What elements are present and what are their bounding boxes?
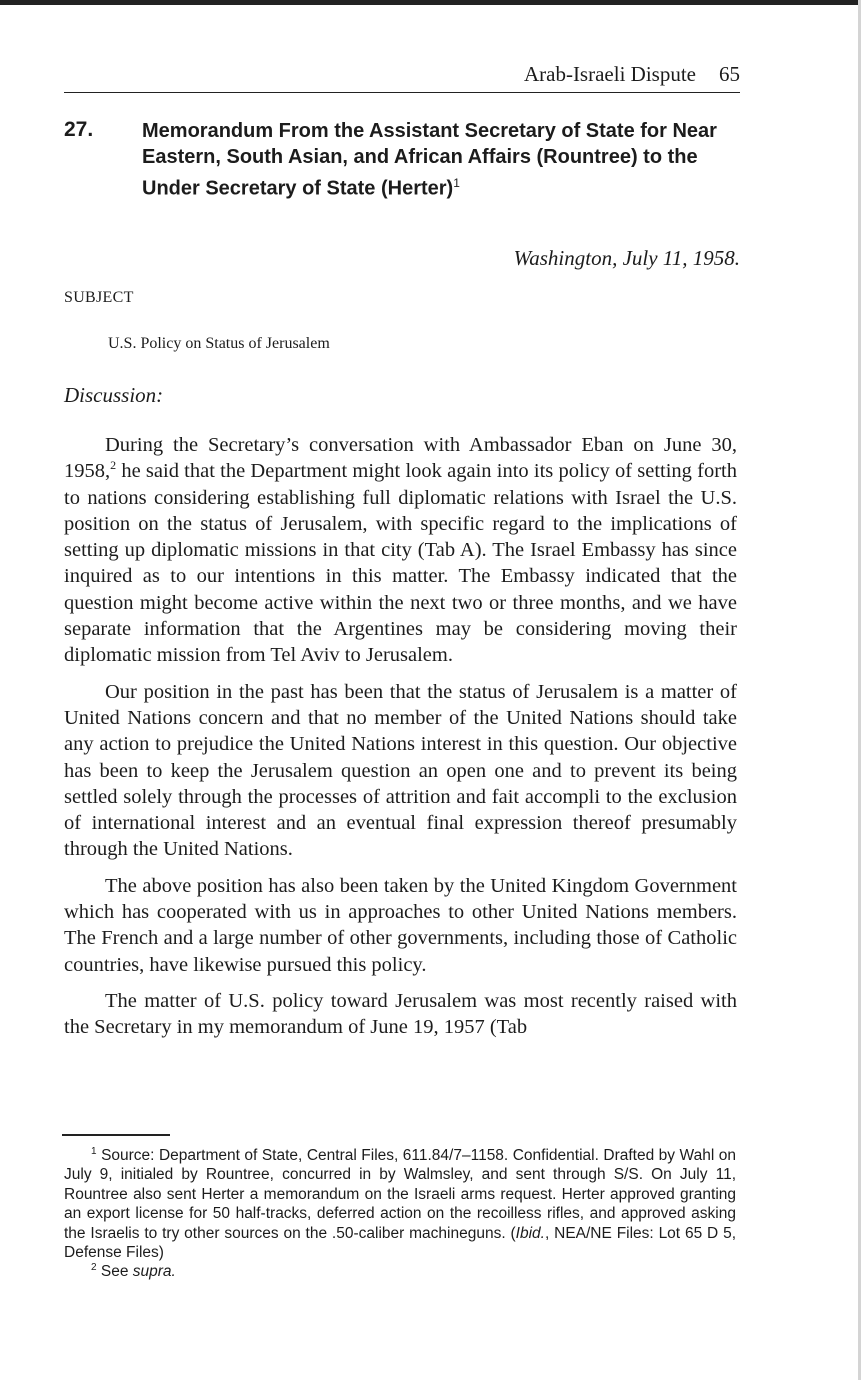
footnote-text: Source: Department of State, Central Files, 611.84/7–1158. Confidential. Drafted by Wahl on July 9, initialed by Rountree, concurred in by Walmsley, and sent through S/S. On July 11, Rountree also sent Herter a memorandum on the Israeli arms request. Herter approved granting an export license for 50 half-tracks, deferred action on the recoilless rifles, and approved asking the Israelis to try other sources on the .50-caliber machineguns. ( — [64, 1147, 737, 1242]
body-paragraph — [64, 432, 737, 669]
footnote-divider — [62, 1134, 170, 1136]
running-head-title: Arab-Israeli Dispute — [523, 62, 696, 86]
footnotes — [64, 1146, 736, 1282]
running-header — [64, 62, 740, 93]
footnote-marker: 2 — [110, 458, 117, 473]
body-paragraph: The above position has also been taken by the United Kingdom Government which has cooperated with us in approaches to other United Nations members. The French and a large number of other governments, including those of Catholic countries, have likewise pursued this policy. — [64, 874, 737, 976]
footnote-text: See — [100, 1263, 133, 1281]
discussion-heading: Discussion: — [64, 383, 164, 407]
paragraph-text: During the Secretary’s conversation with Ambassador Eban on June 30, 1958, — [64, 434, 737, 483]
body-paragraph: Our position in the past has been that the status of Jerusalem is a matter of United Nations concern and that no member of the United Nations should take any action to prejudice the United Nations interest in this question. Our objective has been to keep the Jerusalem question an open one and to prevent its being settled solely through the processes of attrition and fait accompli to the exclusion of international interest and an eventual final expression thereof presumably through the United Nations. — [64, 680, 737, 861]
subject-label: SUBJECT — [64, 289, 134, 306]
document-title — [142, 118, 742, 202]
dateline: Washington, July 11, 1958. — [513, 246, 740, 270]
footnote-italic: supra. — [132, 1263, 176, 1281]
footnote-marker: 2 — [91, 1262, 97, 1274]
footnote-text: , NEA/NE Files: Lot 65 D 5, Defense Files) — [64, 1224, 737, 1262]
memo-body — [64, 432, 737, 1051]
footnote-italic: Ibid. — [515, 1224, 545, 1242]
footnote-1 — [64, 1146, 736, 1262]
page-top-edge — [0, 0, 861, 5]
title-footnote-marker: 1 — [453, 176, 460, 190]
footnote-2 — [64, 1262, 736, 1281]
paragraph-text: he said that the Department might look again into its policy of setting forth to nations considering establishing full diplomatic relations with Israel the U.S. position on the status of Jerusalem, with specific regard to the implications of setting up diplomatic missions in that city (Tab A). The Israel Embassy has since inquired as to our intentions in this matter. The Embassy indicated that the question might become active within the next two or three months, and we have separate information that the Argentines may be considering moving their diplomatic mission from Tel Aviv to Jerusalem. — [64, 460, 737, 667]
subject-text: U.S. Policy on Status of Jerusalem — [108, 335, 330, 352]
document-title-text: Memorandum From the Assistant Secretary of State for Near Eastern, South Asian, and African Affairs (Rountree) to the Under Secretary of State (Herter) — [142, 120, 717, 200]
body-paragraph: The matter of U.S. policy toward Jerusalem was most recently raised with the Secretary in my memorandum of June 19, 1957 (Tab — [64, 989, 737, 1039]
page-number: 65 — [719, 62, 740, 86]
footnote-marker: 1 — [91, 1145, 97, 1157]
document-number: 27. — [64, 118, 94, 141]
